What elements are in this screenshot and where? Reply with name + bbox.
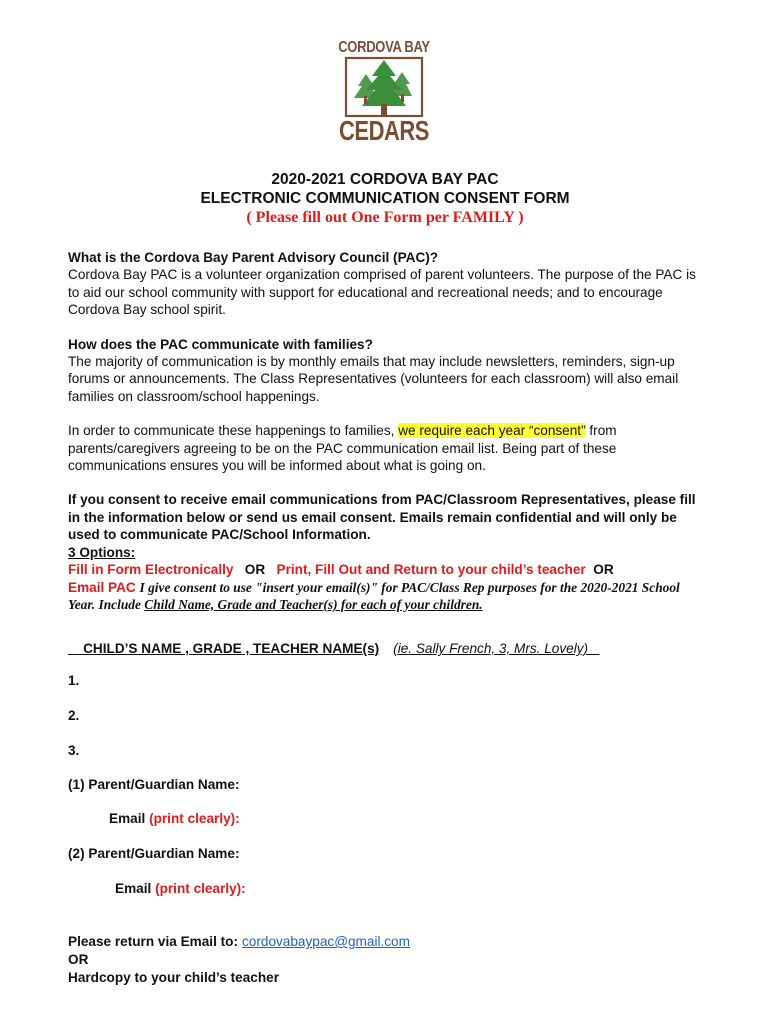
parent2-name-field[interactable]: (2) Parent/Guardian Name: (68, 846, 240, 861)
pac-email-link[interactable]: cordovabaypac@gmail.com (242, 934, 410, 949)
form-body (68, 249, 708, 613)
pac-question: What is the Cordova Bay Parent Advisory Council (PAC)? (68, 250, 439, 265)
return-or: OR (68, 952, 89, 967)
cedar-tree-icon (342, 56, 426, 118)
parent1-email-field[interactable]: Email (print clearly): (109, 811, 240, 826)
child-row-2[interactable]: 2. (68, 708, 80, 723)
cordova-bay-cedars-logo (336, 37, 432, 152)
consent-requirement-paragraph: In order to communicate these happenings to families, we require each year “consent” from parents/caregivers agreeing to be on the PAC communication email list. Being part of these communications ensures you will be informed about what is going on. (68, 423, 617, 474)
logo-top-text: CORDOVA BAY (338, 37, 430, 56)
parent1-name-field[interactable]: (1) Parent/Guardian Name: (68, 777, 240, 792)
form-title: ELECTRONIC COMMUNICATION CONSENT FORM (200, 190, 570, 207)
logo-bottom-text: CEDARS (339, 114, 429, 146)
return-email-line: Please return via Email to: cordovabaypac@gmail.com (68, 934, 410, 949)
communication-question: How does the PAC communicate with families? (68, 336, 373, 352)
return-hardcopy: Hardcopy to your child’s teacher (68, 970, 280, 985)
options-line: Fill in Form Electronically OR Print, Fill Out and Return to your child’s teacher OR (68, 562, 614, 578)
form-title-block (0, 170, 770, 228)
option-email-pac: Email PAC I give consent to use "insert your email(s)" for PAC/Class Rep purposes for the 2020-2021 School Year. Include Child Name, Grade and Teacher(s) for each of your children. (68, 579, 680, 612)
communication-answer: The majority of communication is by monthly emails that may include newsletters, reminders, sign-up forums or announcements. The Class Representatives (volunteers for each classroom) will also email families on classroom/school happenings. (68, 354, 679, 404)
children-header-example: (ie. Sally French, 3, Mrs. Lovely) _ (393, 641, 600, 656)
parent2-email-field[interactable]: Email (print clearly): (115, 881, 246, 896)
return-instructions (68, 933, 410, 987)
pac-answer: Cordova Bay PAC is a volunteer organization comprised of parent volunteers. The purpose of the PAC is to aid our school community with support for educational and recreational needs; and to encourage Cordova Bay school spirit. (68, 267, 696, 318)
consent-highlight: we require each year “consent” (398, 423, 586, 439)
child-row-3[interactable]: 3. (68, 743, 80, 758)
child-row-1[interactable]: 1. (68, 673, 80, 688)
option-fill-electronically: Fill in Form Electronically (68, 562, 234, 578)
children-table-header (68, 641, 599, 656)
form-subtitle: ( Please fill out One Form per FAMILY ) (246, 209, 524, 226)
consent-intro: If you consent to receive email communications from PAC/Classroom Representatives, please fill in the information below or send us email consent. Emails remain confidential and will only be used to communicate PAC/School Information. (68, 492, 696, 543)
children-header-label: __CHILD’S NAME , GRADE , TEACHER NAME(s) (68, 641, 380, 656)
option-print-return: Print, Fill Out and Return to your child’s teacher (276, 562, 586, 578)
options-label: 3 Options: (68, 544, 136, 560)
form-title-year: 2020-2021 CORDOVA BAY PAC (271, 171, 499, 188)
